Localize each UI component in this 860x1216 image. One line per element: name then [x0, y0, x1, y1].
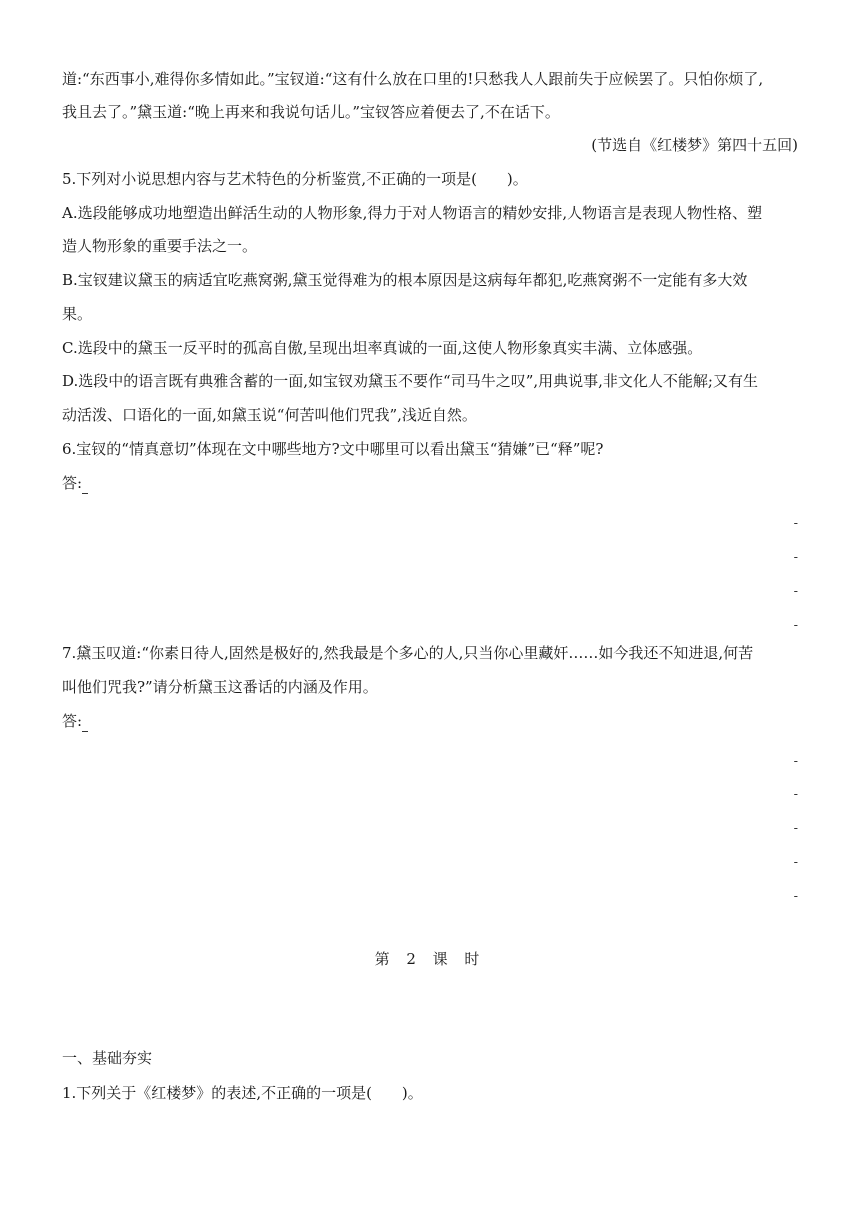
- passage-source: (节选自《红楼梦》第四十五回): [591, 136, 798, 154]
- answer-line-marker: -: [793, 787, 798, 802]
- section-question-1: 1.下列关于《红楼梦》的表述,不正确的一项是( )。: [62, 1084, 423, 1102]
- answer-line-marker: -: [793, 855, 798, 870]
- section-heading: 一、基础夯实: [62, 1049, 153, 1067]
- option-a-line-1: A.选段能够成功地塑造出鲜活生动的人物形象,得力于对人物语言的精妙安排,人物语言是表现人物性格、塑: [62, 204, 763, 222]
- question-7-answer-label: [62, 710, 88, 732]
- answer-blank[interactable]: [82, 717, 88, 732]
- option-c-line-1: C.选段中的黛玉一反平时的孤高自傲,呈现出坦率真诚的一面,这使人物形象真实丰满、立体感强。: [62, 339, 703, 357]
- answer-line-marker: -: [793, 516, 798, 531]
- answer-label-text: 答:: [62, 474, 83, 492]
- question-6-answer-label: [62, 472, 88, 494]
- answer-line-marker: -: [793, 889, 798, 904]
- lesson-title: 第 2 课 时: [374, 950, 486, 968]
- question-6-stem: 6.宝钗的“情真意切”体现在文中哪些地方?文中哪里可以看出黛玉“猜嫌”已“释”呢?: [62, 440, 604, 458]
- answer-line-marker: -: [793, 584, 798, 599]
- option-a-line-2: 造人物形象的重要手法之一。: [62, 237, 258, 255]
- option-b-line-1: B.宝钗建议黛玉的病适宜吃燕窝粥,黛玉觉得难为的根本原因是这病每年都犯,吃燕窝粥不一定能有多大效: [62, 271, 748, 289]
- answer-line-marker: -: [793, 550, 798, 565]
- answer-blank[interactable]: [82, 479, 88, 494]
- answer-label-text: 答:: [62, 712, 83, 730]
- question-5-stem: 5.下列对小说思想内容与艺术特色的分析鉴赏,不正确的一项是( )。: [62, 170, 528, 188]
- question-7-stem-line-1: 7.黛玉叹道:“你素日待人,固然是极好的,然我最是个多心的人,只当你心里藏奸……如今我还不知进退,何苦: [62, 644, 754, 662]
- answer-line-marker: -: [793, 821, 798, 836]
- passage-line-1: 道:“东西事小,难得你多情如此。”宝钗道:“这有什么放在口里的!只愁我人人跟前失于应候罢了。只怕你烦了,: [62, 70, 764, 88]
- passage-line-2: 我且去了。”黛玉道:“晚上再来和我说句话儿。”宝钗答应着便去了,不在话下。: [62, 103, 560, 121]
- option-d-line-2: 动活泼、口语化的一面,如黛玉说“何苦叫他们咒我”,浅近自然。: [62, 406, 477, 424]
- answer-line-marker: -: [793, 754, 798, 769]
- question-7-stem-line-2: 叫他们咒我?”请分析黛玉这番话的内涵及作用。: [62, 678, 378, 696]
- answer-line-marker: -: [793, 618, 798, 633]
- option-b-line-2: 果。: [62, 305, 93, 323]
- option-d-line-1: D.选段中的语言既有典雅含蓄的一面,如宝钗劝黛玉不要作“司马牛之叹”,用典说事,非文化人不能解;又有生: [62, 372, 758, 390]
